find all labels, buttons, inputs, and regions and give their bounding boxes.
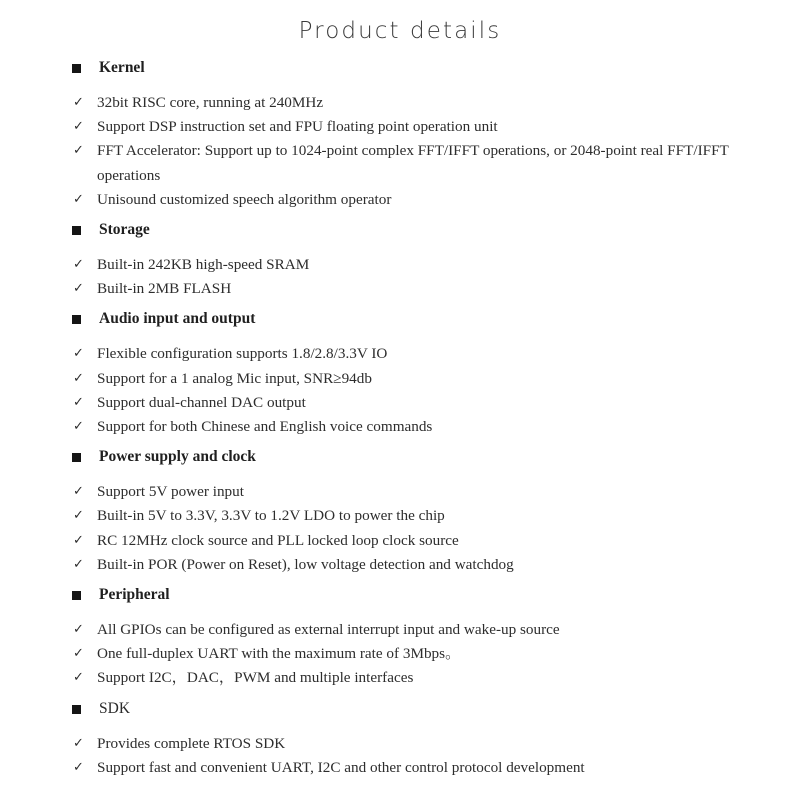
list-item: [0, 277, 800, 301]
feature-list: [0, 469, 800, 583]
list-item: [0, 618, 800, 642]
list-item-text: 32bit RISC core, running at 240MHz: [97, 94, 324, 111]
feature-list: [0, 607, 800, 697]
spec-section: [0, 583, 800, 697]
page-title: Product details: [298, 18, 502, 44]
list-item-text: Support DSP instruction set and FPU floating point operation unit: [97, 118, 498, 136]
list-item-text: Support I2C，DAC，PWM and multiple interfaces: [97, 669, 414, 687]
list-item-text: Built-in POR (Power on Reset), low voltage detection and watchdog: [97, 555, 514, 573]
square-bullet-icon: [72, 591, 81, 600]
spec-section: [0, 56, 800, 218]
section-heading: [0, 697, 800, 721]
feature-list: [0, 80, 800, 218]
section-heading: [0, 445, 800, 469]
list-item-text: Support for a 1 analog Mic input, SNR≥94db: [97, 369, 372, 387]
list-item-text: Support fast and convenient UART, I2C and other control protocol development: [97, 758, 585, 776]
list-item-text: Built-in 2MB FLASH: [97, 280, 232, 298]
list-item: [0, 415, 800, 439]
check-bullet-icon: ✓: [73, 394, 84, 410]
list-item: [0, 529, 800, 553]
check-bullet-icon: ✓: [73, 508, 84, 524]
list-item: [0, 553, 800, 577]
feature-list: [0, 331, 800, 445]
section-heading-label: Audio input and output: [99, 310, 256, 328]
list-item: [0, 91, 800, 115]
list-item: [0, 253, 800, 277]
check-bullet-icon: ✓: [73, 370, 84, 386]
list-item: [0, 188, 800, 212]
check-bullet-icon: ✓: [73, 670, 84, 686]
feature-list: [0, 721, 800, 786]
check-bullet-icon: ✓: [73, 556, 84, 572]
section-heading: [0, 218, 800, 242]
section-heading: [0, 307, 800, 331]
section-heading-label: Peripheral: [99, 586, 170, 604]
section-heading-label: Power supply and clock: [99, 448, 256, 466]
check-bullet-icon: ✓: [73, 257, 84, 273]
list-item: [0, 732, 800, 756]
spec-section: [0, 697, 800, 786]
list-item: [0, 504, 800, 528]
section-heading-label: SDK: [99, 699, 131, 717]
list-item: [0, 666, 800, 690]
check-bullet-icon: ✓: [73, 119, 84, 135]
check-bullet-icon: ✓: [73, 191, 84, 207]
check-bullet-icon: ✓: [73, 532, 84, 548]
square-bullet-icon: [72, 226, 81, 235]
check-bullet-icon: ✓: [73, 735, 84, 751]
check-bullet-icon: ✓: [73, 346, 84, 362]
square-bullet-icon: [72, 705, 81, 714]
spec-section: [0, 218, 800, 307]
list-item-text: Built-in 242KB high-speed SRAM: [97, 256, 310, 274]
check-bullet-icon: ✓: [73, 419, 84, 435]
section-heading: [0, 56, 800, 80]
list-item: [0, 391, 800, 415]
list-item-text: Flexible configuration supports 1.8/2.8/3.3V IO: [97, 345, 388, 363]
list-item-text: All GPIOs can be configured as external interrupt input and wake-up source: [97, 621, 560, 639]
list-item-text: Support dual-channel DAC output: [97, 393, 306, 411]
check-bullet-icon: ✓: [73, 759, 84, 775]
list-item: [0, 115, 800, 139]
section-heading: [0, 583, 800, 607]
section-heading-label: Storage: [99, 221, 150, 239]
check-bullet-icon: ✓: [73, 646, 84, 662]
list-item: [0, 642, 800, 666]
section-heading-label: Kernel: [99, 59, 145, 76]
list-item-text: One full-duplex UART with the maximum rate of 3Mbps。: [97, 645, 461, 663]
square-bullet-icon: [72, 64, 81, 73]
spec-section: [0, 307, 800, 445]
list-item: [0, 342, 800, 366]
check-bullet-icon: ✓: [73, 143, 84, 159]
list-item: [0, 367, 800, 391]
list-item-text: Provides complete RTOS SDK: [97, 734, 286, 752]
square-bullet-icon: [72, 453, 81, 462]
list-item: [0, 756, 800, 780]
list-item-text: RC 12MHz clock source and PLL locked loop clock source: [97, 531, 459, 549]
list-item-text: Support for both Chinese and English voice commands: [97, 418, 433, 436]
list-item-text: Built-in 5V to 3.3V, 3.3V to 1.2V LDO to power the chip: [97, 507, 445, 525]
list-item-text: Support 5V power input: [97, 483, 244, 501]
check-bullet-icon: ✓: [73, 622, 84, 638]
list-item-text: FFT Accelerator: Support up to 1024-point complex FFT/IFFT operations, or 2048-point real FFT/IFFT operations: [97, 142, 729, 184]
list-item: [0, 139, 800, 187]
check-bullet-icon: ✓: [73, 484, 84, 500]
spec-sections: [0, 56, 800, 786]
spec-section: [0, 445, 800, 583]
list-item-text: Unisound customized speech algorithm operator: [97, 190, 392, 208]
check-bullet-icon: ✓: [73, 281, 84, 297]
square-bullet-icon: [72, 315, 81, 324]
feature-list: [0, 242, 800, 307]
check-bullet-icon: ✓: [73, 95, 84, 110]
list-item: [0, 480, 800, 504]
